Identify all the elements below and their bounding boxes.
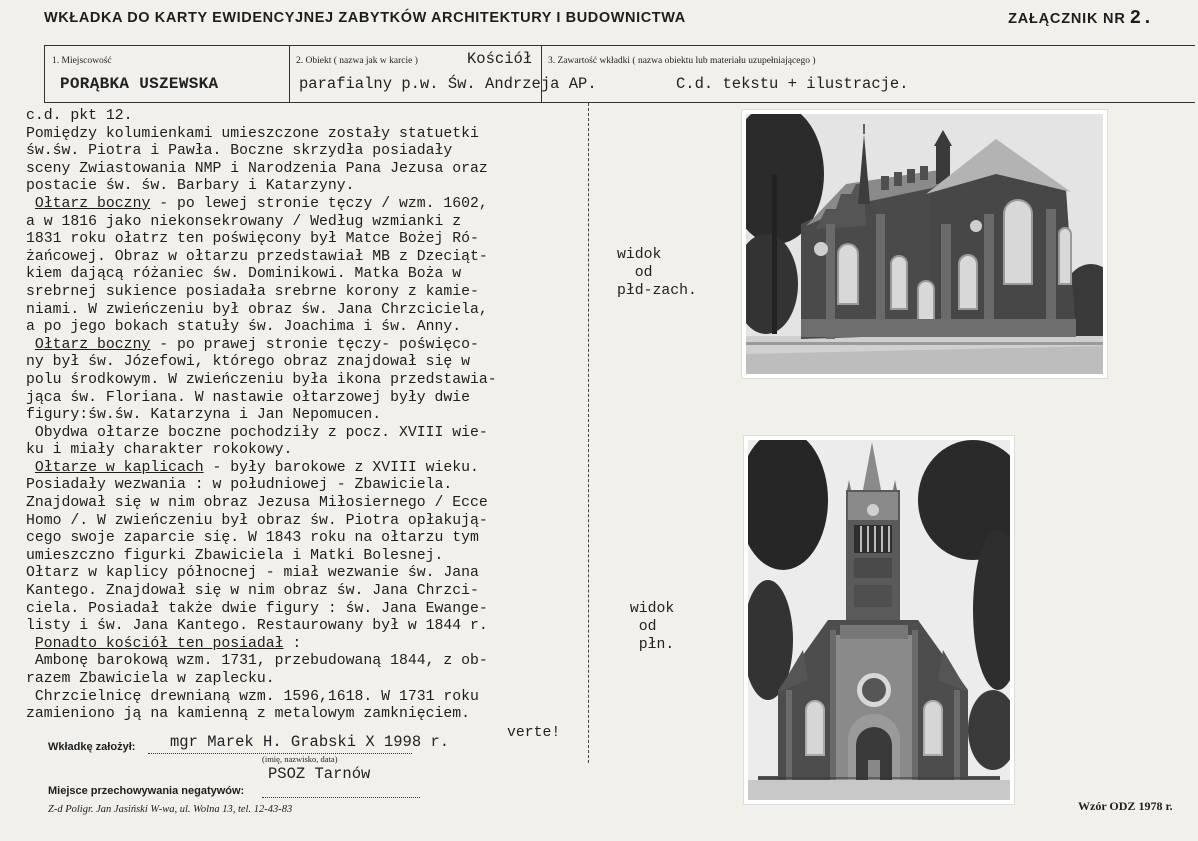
column-separator	[588, 103, 589, 763]
body-line: ny był św. Józefowi, którego obraz znajdował się w	[26, 354, 470, 371]
body-line: figury:św.św. Katarzyna i Jan Nepomucen.	[26, 407, 382, 424]
church-southwest-image	[746, 114, 1103, 374]
body-line: Znajdował się w nim obraz Jezusa Miłosiernego / Ecce	[26, 495, 488, 512]
church-north-image	[748, 440, 1010, 800]
printer-info: Z-d Poligr. Jan Jasiński W-wa, ul. Wolna 13, tel. 12-43-83	[48, 804, 293, 815]
body-line: Posiadały wezwania : w południowej - Zbawiciela.	[26, 477, 453, 494]
storage-label: Miejsce przechowywania negatywów:	[48, 785, 245, 797]
body-line: Pomiędzy kolumienkami umieszczone zostały statuetki	[26, 125, 479, 142]
body-line: Obydwa ołtarze boczne pochodziły z pocz. XVIII wie-	[26, 424, 488, 441]
body-line: ku i miały charakter rokokowy.	[26, 442, 293, 459]
body-line: Ołtarze w kaplicach - były barokowe z XVIII wieku.	[34, 459, 479, 476]
body-line: Ołtarz w kaplicy północnej - miał wezwanie św. Jana	[26, 565, 479, 582]
body-line: niami. W zwieńczeniu był obraz św. Jana Chrzciciela,	[26, 301, 488, 318]
photo-2-caption: widok od płn.	[629, 601, 675, 653]
body-line: Ponadto kościół ten posiadał :	[34, 635, 302, 652]
body-line: postacie św. św. Barbary i Katarzyny.	[26, 178, 355, 195]
body-text	[26, 108, 586, 724]
body-line: jąca św. Floriana. W nastawie ołtarzowej były dwie	[26, 389, 470, 406]
body-line: Homo /. W zwieńczeniu był obraz św. Piotra opłakują-	[26, 512, 488, 529]
body-line: a po jego bokach statuły św. Joachima i św. Anny.	[26, 319, 462, 336]
body-line: kiem dającą różaniec św. Dominikowi. Matka Boża w	[26, 266, 462, 283]
field-divider-2	[541, 45, 542, 103]
storage-line	[262, 796, 420, 798]
object-value-line2: parafialny p.w. Św. Andrzeja AP.	[299, 75, 597, 93]
body-line: 1831 roku ołatrz ten poświęcony był Matce Bożej Ró-	[26, 231, 479, 248]
body-line: ciela. Posiadał także dwie figury : św. Jana Ewange-	[26, 600, 488, 617]
content-label: 3. Zawartość wkładki ( nazwa obiektu lub materiału uzupełniającego )	[548, 56, 816, 66]
annex-label	[1008, 7, 1154, 29]
header-fields-box	[44, 45, 1195, 103]
object-value-line1: Kościół	[467, 50, 533, 68]
body-line: umieszczno figurki Zbawiciela i Matki Bolesnej.	[26, 547, 444, 564]
annex-label-text: ZAŁĄCZNIK NR	[1008, 11, 1126, 27]
photo-1-caption: widok od płd-zach.	[617, 247, 697, 299]
church-photo-southwest	[742, 110, 1107, 378]
object-label: 2. Obiekt ( nazwa jak w karcie )	[296, 56, 418, 66]
body-line: a w 1816 jako niekonsekrowany / Według wzmianki z	[26, 213, 462, 230]
content-value: C.d. tekstu + ilustracje.	[676, 75, 909, 93]
body-line: sceny Zwiastowania NMP i Narodzenia Pana Jezusa oraz	[26, 160, 488, 177]
body-line: razem Zbawiciela w zaplecku.	[26, 671, 275, 687]
author-hint: (imię, nazwisko, data)	[262, 754, 338, 764]
body-line: Ambonę barokową wzm. 1731, przebudowaną 1844, z ob-	[26, 653, 488, 670]
body-line: listy i św. Jana Kantego. Restaurowany był w 1844 r.	[26, 618, 488, 635]
place-value: PORĄBKA USZEWSKA	[60, 75, 219, 93]
body-line: c.d. pkt 12.	[26, 108, 133, 124]
body-line: polu środkowym. W zwieńczeniu była ikona przedstawia-	[26, 371, 497, 388]
form-id: Wzór ODZ 1978 r.	[1078, 799, 1173, 813]
verte-note: verte!	[507, 725, 561, 741]
body-line: zamieniono ją na kamienną z metalowym zamknięciem.	[26, 706, 470, 723]
place-label: 1. Miejscowość	[52, 56, 112, 66]
author-value: mgr Marek H. Grabski X 1998 r.	[170, 733, 450, 751]
body-line: żańcowej. Obraz w ołtarzu przedstawiał MB z Dzeciąt-	[26, 248, 488, 265]
body-line: Kantego. Znajdował się w nim obraz św. Jana Chrzci-	[26, 583, 479, 600]
body-line: Chrzcielnicę drewnianą wzm. 1596,1618. W 1731 roku	[26, 688, 479, 705]
body-line: srebrnej sukience posiadała srebrne korony z kamie-	[26, 283, 479, 300]
body-line: św.św. Piotra i Pawła. Boczne skrzydła posiadały	[26, 143, 453, 160]
field-divider-1	[289, 45, 290, 103]
body-line: Ołtarz boczny - po lewej stronie tęczy / wzm. 1602,	[34, 195, 488, 212]
form-title: WKŁADKA DO KARTY EWIDENCYJNEJ ZABYTKÓW ARCHITEKTURY I BUDOWNICTWA	[44, 10, 686, 26]
annex-number: 2.	[1129, 7, 1154, 29]
body-line: cego swoje zaparcie się. W 1843 roku na ołtarzu tym	[26, 530, 479, 547]
author-label: Wkładkę założył:	[48, 741, 136, 753]
church-photo-north	[744, 436, 1014, 804]
institution: PSOZ Tarnów	[268, 765, 371, 783]
body-line: Ołtarz boczny - po prawej stronie tęczy- poświęco-	[34, 336, 479, 353]
